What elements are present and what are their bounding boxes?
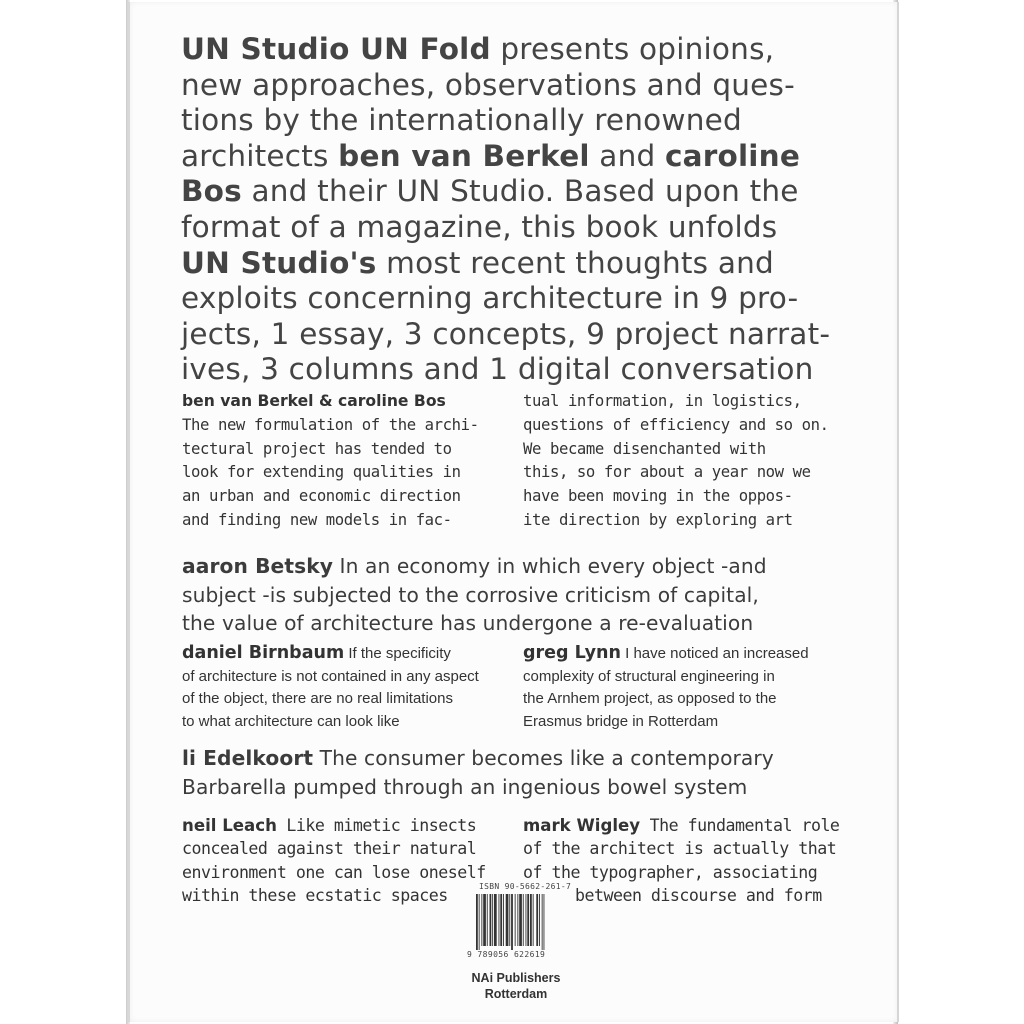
barcode-bar (500, 894, 502, 946)
intro-text: ives, 3 columns and 1 digital conversation (181, 352, 814, 387)
edelkoort-name: li Edelkoort (182, 746, 314, 770)
intro-line (181, 246, 861, 282)
publisher-city: Rotterdam (484, 987, 548, 1001)
edelkoort-line: The consumer becomes like a contemporary (313, 746, 774, 770)
barcode-number: 9 789056 622619 (467, 950, 546, 959)
intro-text: new approaches, observations and ques- (181, 67, 795, 102)
barcode-bar (490, 894, 492, 946)
intro-text: and their UN Studio. Based upon the (241, 174, 799, 209)
berkel-bos-line: We became disenchanted with (523, 439, 766, 458)
wigley-line: of the architect is actually that (523, 839, 837, 859)
lynn-line: I have noticed an increased (620, 645, 809, 662)
barcode-bar (503, 894, 504, 946)
betsky-name: aaron Betsky (182, 554, 333, 578)
wigley-line: The fundamental role (640, 816, 840, 835)
isbn-label: ISBN 90-5662-261-7 (479, 882, 572, 891)
intro-text: jects, 1 essay, 3 concepts, 9 project narrat- (181, 316, 831, 351)
lynn-quote (523, 642, 809, 733)
barcode-bar (527, 894, 529, 946)
berkel-bos-line: look for extending qualities in (182, 463, 461, 482)
barcode-bar (515, 894, 516, 946)
leach-line: environment one can lose oneself (182, 862, 486, 882)
lynn-name: greg Lynn (523, 643, 621, 663)
intro-text: architects (181, 138, 339, 173)
berkel-bos-line: questions of efficiency and so on. (523, 415, 829, 434)
barcode-bar (539, 894, 540, 946)
wigley-quote (523, 814, 839, 908)
berkel-bos-line: this, so for about a year now we (523, 463, 811, 482)
publisher-name: NAi Publishers (471, 971, 561, 985)
barcode-bar (481, 894, 482, 946)
betsky-line: the value of architecture has undergone a re-evaluation (182, 611, 754, 636)
berkel-bos-line: tual information, in logistics, (523, 392, 802, 410)
intro-line (181, 103, 861, 139)
intro-text: presents opinions, (490, 32, 775, 66)
intro-bold-text: UN Studio UN Fold (181, 32, 491, 66)
berkel-bos-line: The new formulation of the archi- (182, 415, 479, 434)
barcode-bar (526, 894, 527, 946)
lynn-line: the Arnhem project, as opposed to the (523, 690, 777, 707)
intro-line (181, 32, 861, 68)
intro-paragraph (181, 32, 861, 388)
leach-quote (182, 814, 486, 908)
barcode-bar (517, 894, 518, 946)
intro-line (181, 352, 861, 388)
intro-line (181, 317, 861, 353)
lynn-line: Erasmus bridge in Rotterdam (523, 712, 719, 730)
barcode-bar (487, 894, 488, 946)
intro-bold-text: UN Studio's (181, 245, 377, 280)
barcode-bar (536, 894, 538, 946)
lynn-line: complexity of structural engineering in (523, 667, 775, 685)
barcode-bar (499, 894, 500, 946)
leach-line: concealed against their natural (182, 839, 477, 859)
intro-text: tions by the internationally renowned (181, 103, 742, 138)
barcode-bar (511, 894, 513, 950)
berkel-bos-line: tectural project has tended to (182, 439, 452, 458)
intro-line (181, 174, 861, 210)
publisher-block (466, 970, 566, 1002)
barcode-bar (494, 894, 497, 946)
leach-line: Like mimetic insects (276, 816, 477, 835)
barcode-bar (544, 894, 545, 950)
betsky-line: In an economy in which every object -and (333, 554, 767, 578)
birnbaum-name: daniel Birnbaum (182, 643, 345, 663)
intro-bold-text: ben van Berkel (338, 138, 590, 173)
barcode-bar (509, 894, 510, 946)
intro-bold-text: caroline (664, 138, 801, 173)
barcode-bar (492, 894, 493, 946)
berkel-bos-column-right (523, 390, 863, 533)
barcode-bar (523, 894, 524, 946)
barcode-bar (542, 894, 543, 950)
barcode-bar (479, 894, 480, 950)
intro-text: format of a magazine, this book unfolds (181, 209, 778, 244)
barcode-icon (474, 894, 562, 950)
berkel-bos-line: an urban and economic direction (182, 487, 461, 506)
intro-line (181, 68, 861, 104)
barcode-bar (483, 894, 486, 946)
barcode-bar (519, 894, 522, 946)
birnbaum-line: of the object, there are no real limitations (182, 690, 453, 707)
berkel-bos-name: ben van Berkel & caroline Bos (182, 392, 446, 410)
intro-text: most recent thoughts and (376, 245, 774, 280)
leach-line: within these ecstatic spaces (182, 886, 448, 906)
wigley-line: between discourse and form (575, 886, 822, 906)
birnbaum-line: to what architecture can look like (182, 712, 400, 730)
birnbaum-quote (182, 642, 479, 733)
wigley-line: of the typographer, associating (523, 862, 818, 882)
barcode-bar (476, 894, 478, 950)
wigley-name: mark Wigley (523, 816, 641, 835)
intro-line (181, 139, 861, 175)
intro-text: exploits concerning architecture in 9 pro- (181, 281, 799, 316)
barcode-bar (530, 894, 532, 946)
birnbaum-line: If the specificity (344, 645, 451, 662)
betsky-quote (182, 552, 767, 638)
berkel-bos-line: ite direction by exploring art (523, 510, 793, 529)
berkel-bos-line: have been moving in the oppos- (523, 487, 793, 506)
intro-text: and (589, 138, 665, 173)
leach-name: neil Leach (182, 816, 277, 835)
intro-line (181, 281, 861, 317)
edelkoort-line: Barbarella pumped through an ingenious bowel system (182, 774, 748, 799)
edelkoort-quote (182, 744, 774, 801)
betsky-line: subject -is subjected to the corrosive criticism of capital, (182, 582, 759, 607)
intro-line (181, 210, 861, 246)
intro-bold-text: Bos (181, 174, 242, 209)
barcode-bar (533, 894, 534, 946)
berkel-bos-column-left (182, 390, 512, 533)
berkel-bos-line: and finding new models in fac- (182, 510, 452, 529)
birnbaum-line: of architecture is not contained in any aspect (182, 667, 479, 685)
barcode-bar (506, 894, 509, 946)
